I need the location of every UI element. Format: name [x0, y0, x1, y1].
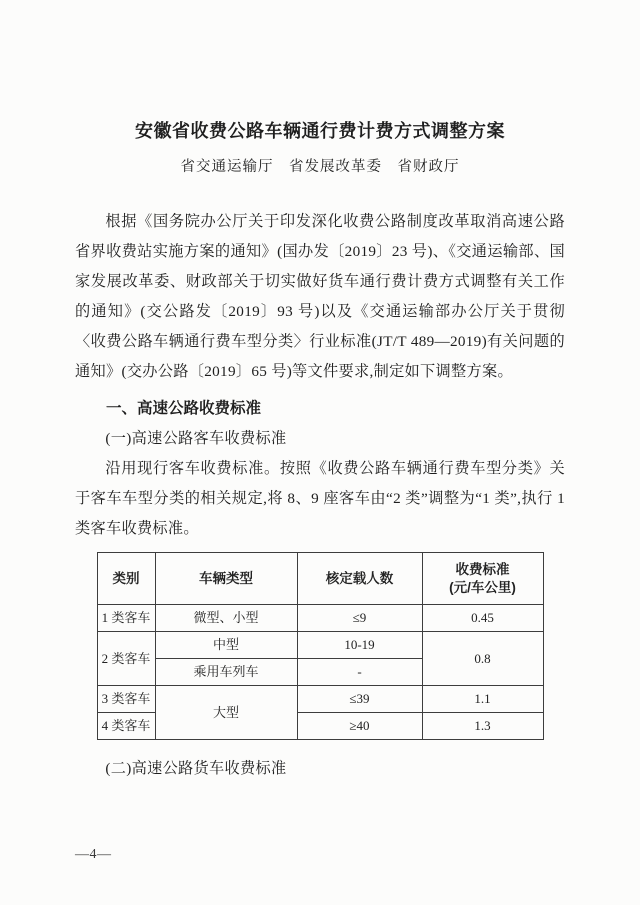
- cell-class1-capacity: ≤9: [297, 605, 422, 632]
- col-header-rate-line1: 收费标准: [455, 561, 510, 577]
- cell-class1-category: 1 类客车: [97, 605, 155, 632]
- cell-class2-vehicle-trailer: 乘用车列车: [155, 659, 297, 686]
- cell-class2-capacity-trailer: -: [297, 659, 422, 686]
- passenger-car-paragraph: 沿用现行客车收费标准。按照《收费公路车辆通行费车型分类》关于客车车型分类的相关规定,将 8、9 座客车由“2 类”调整为“1 类”,执行 1 类客车收费标准。: [75, 460, 565, 537]
- doc-title: 安徽省收费公路车辆通行费计费方式调整方案: [135, 121, 505, 141]
- passenger-car-fee-table: [97, 552, 544, 740]
- cell-class34-vehicle: 大型: [155, 686, 297, 740]
- doc-authors: 省交通运输厅 省发展改革委 省财政厅: [180, 159, 460, 175]
- cell-class4-category: 4 类客车: [97, 713, 155, 740]
- cell-class4-capacity: ≥40: [297, 713, 422, 740]
- cell-class3-rate: 1.1: [422, 686, 543, 713]
- col-header-category: 类别: [97, 553, 155, 605]
- cell-class2-vehicle-medium: 中型: [155, 632, 297, 659]
- subsection-1-heading: (一)高速公路客车收费标准: [105, 430, 287, 447]
- table-row-class3: [97, 686, 543, 713]
- col-header-rate-line2: (元/车公里): [449, 579, 516, 595]
- table-row-class2a: [97, 632, 543, 659]
- cell-class1-vehicle: 微型、小型: [155, 605, 297, 632]
- col-header-capacity: 核定载人数: [297, 553, 422, 605]
- col-header-rate: [422, 553, 543, 605]
- cell-class2-category: 2 类客车: [97, 632, 155, 686]
- table-row-class1: [97, 605, 543, 632]
- section-1-heading: 一、高速公路收费标准: [106, 400, 262, 417]
- intro-paragraph: 根据《国务院办公厅关于印发深化收费公路制度改革取消高速公路省界收费站实施方案的通知》(国办发〔2019〕23 号)、《交通运输部、国家发展改革委、财政部关于切实做好货车通行费计费方式调整有关工作的通知》(交公路发〔2019〕93 号)以及《交通运输部办公厅关于贯彻〈收费公路车辆通行费车型分类〉行业标准(JT/T 489—2019)有关问题的通知》(交办公路〔2019〕65 号)等文件要求,制定如下调整方案。: [75, 213, 565, 380]
- col-header-vehicle-type: 车辆类型: [155, 553, 297, 605]
- table-header-row: [97, 553, 543, 605]
- cell-class1-rate: 0.45: [422, 605, 543, 632]
- page-number: —4—: [75, 847, 112, 862]
- cell-class2-capacity-medium: 10-19: [297, 632, 422, 659]
- cell-class3-capacity: ≤39: [297, 686, 422, 713]
- cell-class3-category: 3 类客车: [97, 686, 155, 713]
- cell-class4-rate: 1.3: [422, 713, 543, 740]
- cell-class2-rate: 0.8: [422, 632, 543, 686]
- subsection-2-heading: (二)高速公路货车收费标准: [105, 760, 287, 777]
